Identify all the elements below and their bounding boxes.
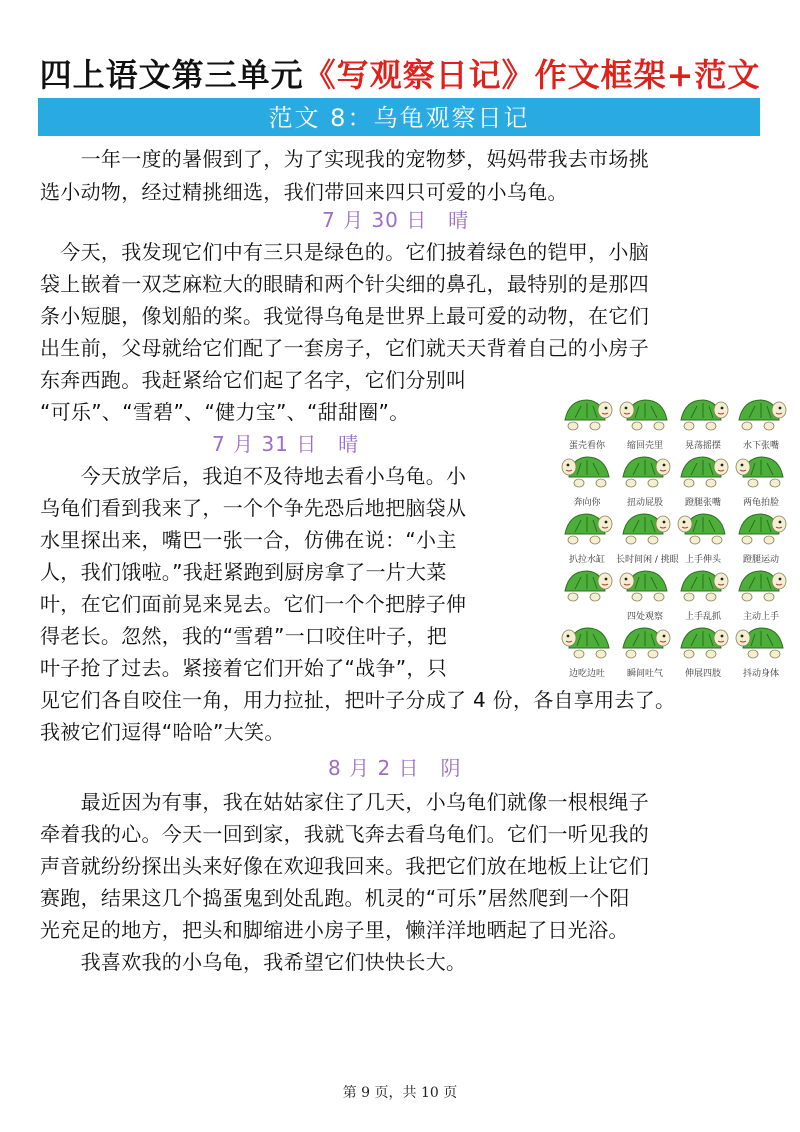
- entry-line: 我被它们逗得“哈哈”大笑。: [40, 720, 285, 744]
- title-part-topic: 《写观察日记》: [303, 56, 535, 94]
- turtle-icon: [677, 504, 729, 550]
- turtle-sticker: [732, 561, 790, 625]
- page-footer: 第 9 页，共 10 页: [342, 1085, 458, 1101]
- entry-line: 出生前，父母就给它们配了一套房子，它们就天天背着自己的小房子: [40, 336, 649, 360]
- entry-line: 得老长。忽然，我的“雪碧”一口咬住叶子，把: [40, 624, 448, 648]
- entry-date: 7 月 31 日 晴: [212, 432, 360, 456]
- turtle-icon: [561, 390, 613, 436]
- sticker-caption: 奔向你: [573, 498, 601, 508]
- turtle-icon: [619, 618, 671, 664]
- turtle-sticker: [616, 504, 679, 568]
- entry-line: 牵着我的心。今天一回到家，我就飞奔去看乌龟们。它们一听见我的: [40, 822, 649, 846]
- turtle-sticker: [674, 561, 732, 625]
- entry-line: 见它们各自咬住一角，用力拉扯，把叶子分成了 4 份，各自享用去了。: [40, 688, 676, 712]
- turtle-icon: [619, 390, 671, 436]
- turtle-icon: [677, 390, 729, 436]
- entry-line: 叶子抢了过去。紧接着它们开始了“战争”，只: [40, 656, 448, 680]
- sticker-caption: 长时间闲 / 挑眼: [616, 555, 679, 565]
- sticker-caption: 扭动屁股: [626, 498, 663, 508]
- entry-line: 声音就纷纷探出头来好像在欢迎我回来。我把它们放在地板上让它们: [40, 854, 649, 878]
- entry-date: 7 月 30 日 晴: [322, 208, 470, 232]
- turtle-icon: [619, 447, 671, 493]
- entry-line: 我喜欢我的小乌龟，我希望它们快快长大。: [40, 950, 467, 974]
- turtle-icon: [735, 618, 787, 664]
- turtle-icon: [677, 447, 729, 493]
- sticker-caption: 伸展四肢: [684, 669, 721, 679]
- turtle-sticker: [674, 618, 732, 682]
- turtle-sticker: [732, 504, 790, 568]
- turtle-icon: [735, 390, 787, 436]
- sticker-caption: 扒拉水缸: [568, 555, 605, 565]
- entry-line: 叶，在它们面前晃来晃去。它们一个个把脖子伸: [40, 592, 467, 616]
- entry-line: 今天，我发现它们中有三只是绿色的。它们披着绿色的铠甲，小脑: [40, 240, 649, 264]
- turtle-sticker: [674, 504, 732, 568]
- entry-line: 水里探出来，嘴巴一张一合，仿佛在说：“小主: [40, 528, 457, 552]
- turtle-icon: [561, 618, 613, 664]
- turtle-sticker: [732, 618, 790, 682]
- turtle-icon: [561, 561, 613, 607]
- turtle-icon: [677, 618, 729, 664]
- entry-line: 最近因为有事，我在姑姑家住了几天，小乌龟们就像一根根绳子: [40, 790, 649, 814]
- sticker-caption: 上手伸头: [684, 555, 721, 565]
- turtle-icon: [561, 447, 613, 493]
- turtle-sticker: [616, 618, 674, 682]
- page-title: [0, 50, 800, 96]
- essay-banner: 范文 8：乌龟观察日记: [38, 98, 760, 136]
- sticker-caption: 晃荡摇摆: [684, 441, 721, 451]
- sticker-caption: 蹬腿张嘴: [684, 498, 721, 508]
- title-part-unit: 四上语文第三单元: [39, 56, 304, 94]
- turtle-sticker: [558, 618, 616, 682]
- sticker-caption: 上手乱抓: [684, 612, 721, 622]
- turtle-icon: [735, 504, 787, 550]
- entry-date: 8 月 2 日 阴: [328, 756, 462, 780]
- sticker-caption: 主动上手: [742, 612, 779, 622]
- entry-line: 光充足的地方，把头和脚缩进小房子里，懒洋洋地晒起了日光浴。: [40, 918, 629, 942]
- turtle-sticker: [558, 504, 616, 568]
- intro-line: 选小动物，经过精挑细选，我们带回来四只可爱的小乌龟。: [40, 180, 568, 204]
- sticker-caption: 四处观察: [626, 612, 663, 622]
- turtle-sticker: [558, 561, 616, 625]
- title-part-suffix: 作文框架+范文: [534, 56, 761, 94]
- intro-line: 一年一度的暑假到了，为了实现我的宠物梦，妈妈带我去市场挑: [40, 147, 649, 171]
- sticker-caption: 蹬腿运动: [742, 555, 779, 565]
- entry-line: 乌龟们看到我来了，一个个争先恐后地把脑袋从: [40, 496, 467, 520]
- turtle-sticker-grid: [556, 384, 790, 679]
- turtle-icon: [561, 504, 613, 550]
- entry-line: 人，我们饿啦。”我赶紧跑到厨房拿了一片大菜: [40, 560, 447, 584]
- turtle-sticker: [558, 447, 616, 511]
- sticker-caption: 边吃边吐: [568, 669, 605, 679]
- entry-line: 袋上嵌着一双芝麻粒大的眼睛和两个针尖细的鼻孔，最特别的是那四: [40, 272, 649, 296]
- turtle-sticker: [732, 390, 790, 454]
- turtle-sticker: [616, 561, 674, 625]
- turtle-sticker: [732, 447, 790, 511]
- turtle-sticker: [674, 390, 732, 454]
- turtle-icon: [735, 447, 787, 493]
- turtle-icon: [735, 561, 787, 607]
- turtle-sticker: [616, 390, 674, 454]
- sticker-caption: 蛋壳看你: [568, 441, 605, 451]
- entry-line: “可乐”、“雪碧”、“健力宝”、“甜甜圈”。: [40, 400, 410, 424]
- entry-line: 今天放学后，我迫不及待地去看小乌龟。小: [40, 464, 467, 488]
- turtle-icon: [619, 561, 671, 607]
- entry-line: 条小短腿，像划船的桨。我觉得乌龟是世界上最可爱的动物，在它们: [40, 304, 649, 328]
- sticker-caption: 抖动身体: [742, 669, 779, 679]
- turtle-sticker: [616, 447, 674, 511]
- entry-line: 赛跑，结果这几个捣蛋鬼到处乱跑。机灵的“可乐”居然爬到一个阳: [40, 886, 630, 910]
- turtle-icon: [677, 561, 729, 607]
- turtle-icon: [619, 504, 671, 550]
- turtle-sticker: [674, 447, 732, 511]
- sticker-caption: 两龟拍脸: [742, 498, 779, 508]
- sticker-caption: 缩回壳里: [626, 441, 663, 451]
- sticker-caption: 瞬间吐气: [626, 669, 663, 679]
- turtle-sticker: [558, 390, 616, 454]
- sticker-caption: 水下张嘴: [742, 441, 779, 451]
- entry-line: 东奔西跑。我赶紧给它们起了名字，它们分别叫: [40, 368, 467, 392]
